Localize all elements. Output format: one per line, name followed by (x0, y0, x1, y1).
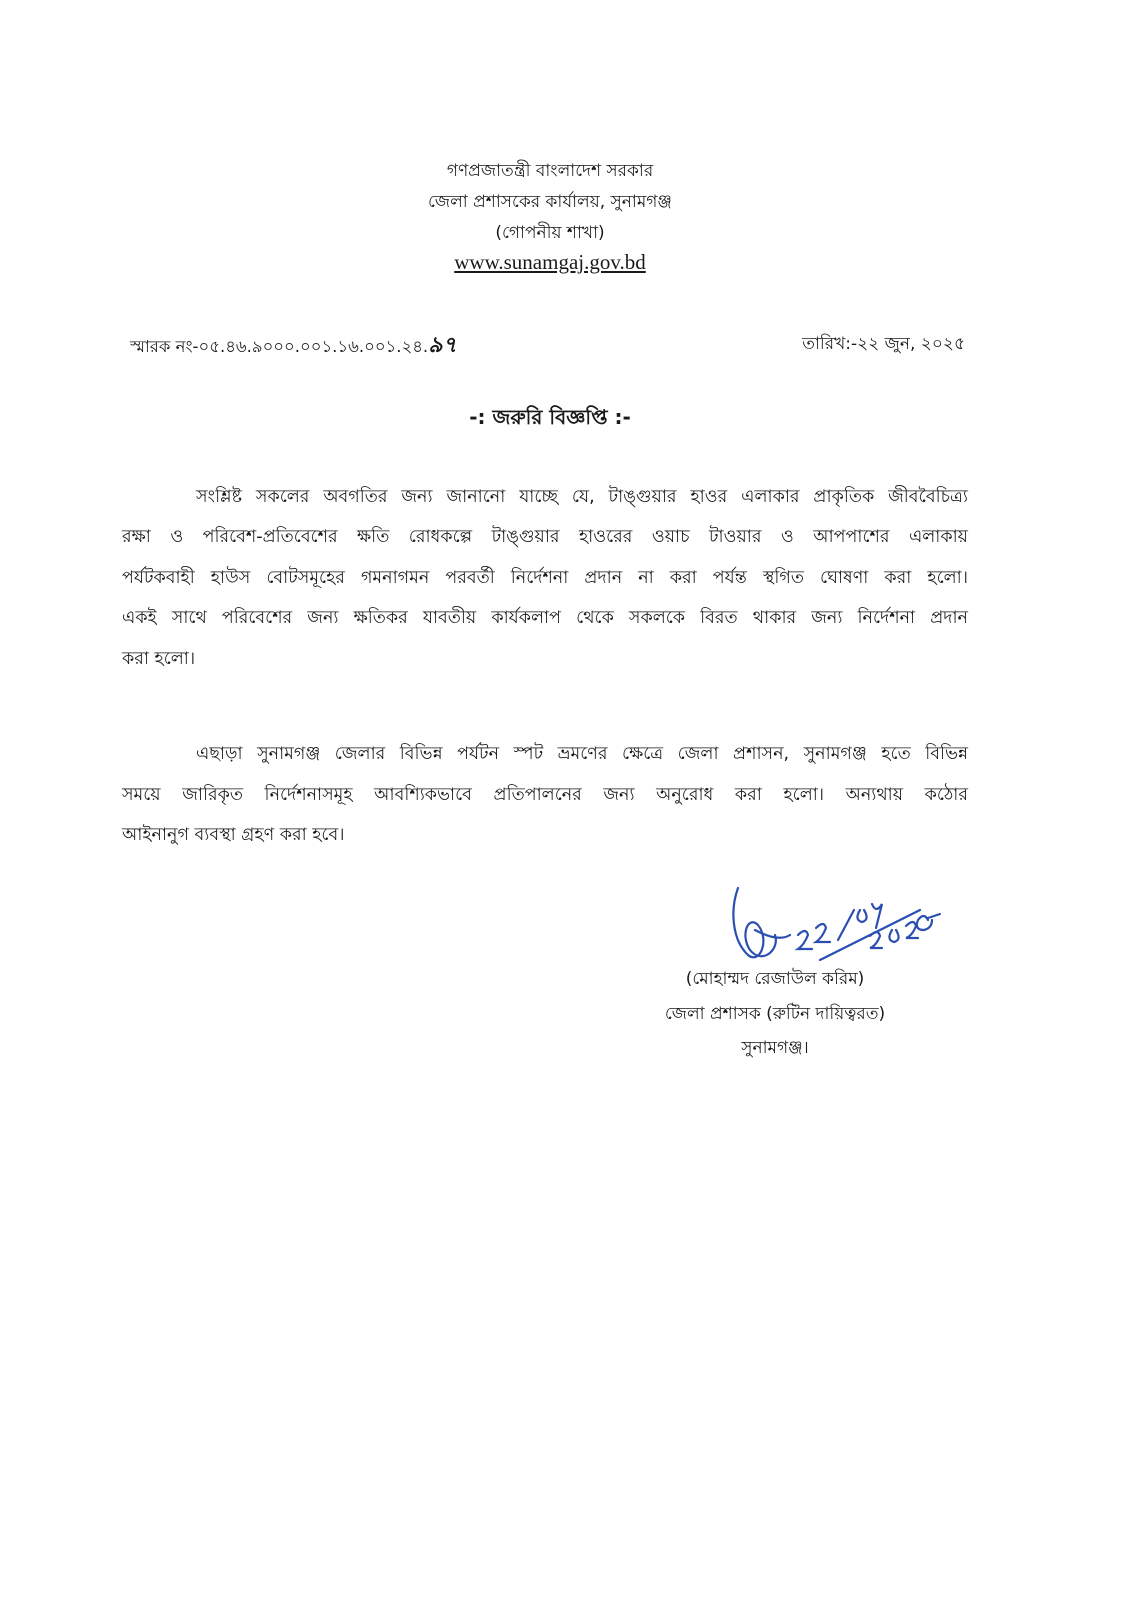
memo-number-text: স্মারক নং-০৫.৪৬.৯০০০.০০১.১৬.০০১.২৪. (130, 337, 429, 356)
notice-title: -: জরুরি বিজ্ঞপ্তি :- (469, 405, 631, 429)
signatory-location: সুনামগঞ্জ। (741, 1038, 809, 1058)
signatory-designation: জেলা প্রশাসক (রুটিন দায়িত্বরত) (664, 1004, 886, 1024)
paragraph-line: আইনানুগ ব্যবস্থা গ্রহণ করা হবে। (122, 825, 345, 845)
paragraph-line: রক্ষা ও পরিবেশ-প্রতিবেশের ক্ষতি রোধকল্পে টাঙ্গুয়ার হাওরের ওয়াচ টাওয়ার ও আপপাশের এলাকায় (122, 527, 968, 547)
memo-date: তারিখ:-২২ জুন, ২০২৫ (802, 334, 965, 354)
paragraph-line: পর্যটকবাহী হাউস বোটসমূহের গমনাগমন পরবর্তী নির্দেশনা প্রদান না করা পর্যন্ত স্থগিত ঘোষণা করা হলো। (122, 568, 968, 588)
paragraph-line: সময়ে জারিকৃত নির্দেশনাসমূহ আবশ্যিকভাবে প্রতিপালনের জন্য অনুরোধ করা হলো। অন্যথায় কঠোর (122, 785, 968, 805)
branch-name: (গোপনীয় শাখা) (495, 223, 605, 243)
memo-number (130, 328, 457, 365)
paragraph-line: করা হলো। (122, 649, 196, 669)
paragraph-line: এছাড়া সুনামগঞ্জ জেলার বিভিন্ন পর্যটন স্পট ভ্রমণের ক্ষেত্রে জেলা প্রশাসন, সুনামগঞ্জ হতে বিভিন্ন (196, 744, 968, 764)
paragraph-line: একই সাথে পরিবেশের জন্য ক্ষতিকর যাবতীয় কার্যকলাপ থেকে সকলকে বিরত থাকার জন্য নির্দেশনা প্রদান (122, 608, 968, 628)
signatory-name: (মোহাম্মদ রেজাউল করিম) (685, 969, 865, 989)
website-link[interactable]: www.sunamgaj.gov.bd (454, 250, 646, 274)
memo-handwritten-suffix: ৯৭ (428, 333, 457, 358)
paragraph-line: সংশ্লিষ্ট সকলের অবগতির জন্য জানানো যাচ্ছে যে, টাঙ্গুয়ার হাওর এলাকার প্রাকৃতিক জীববৈচিত্র্য (196, 487, 968, 507)
government-name: গণপ্রজাতন্ত্রী বাংলাদেশ সরকার (446, 161, 654, 181)
office-name: জেলা প্রশাসকের কার্যালয়, সুনামগঞ্জ (428, 192, 672, 212)
